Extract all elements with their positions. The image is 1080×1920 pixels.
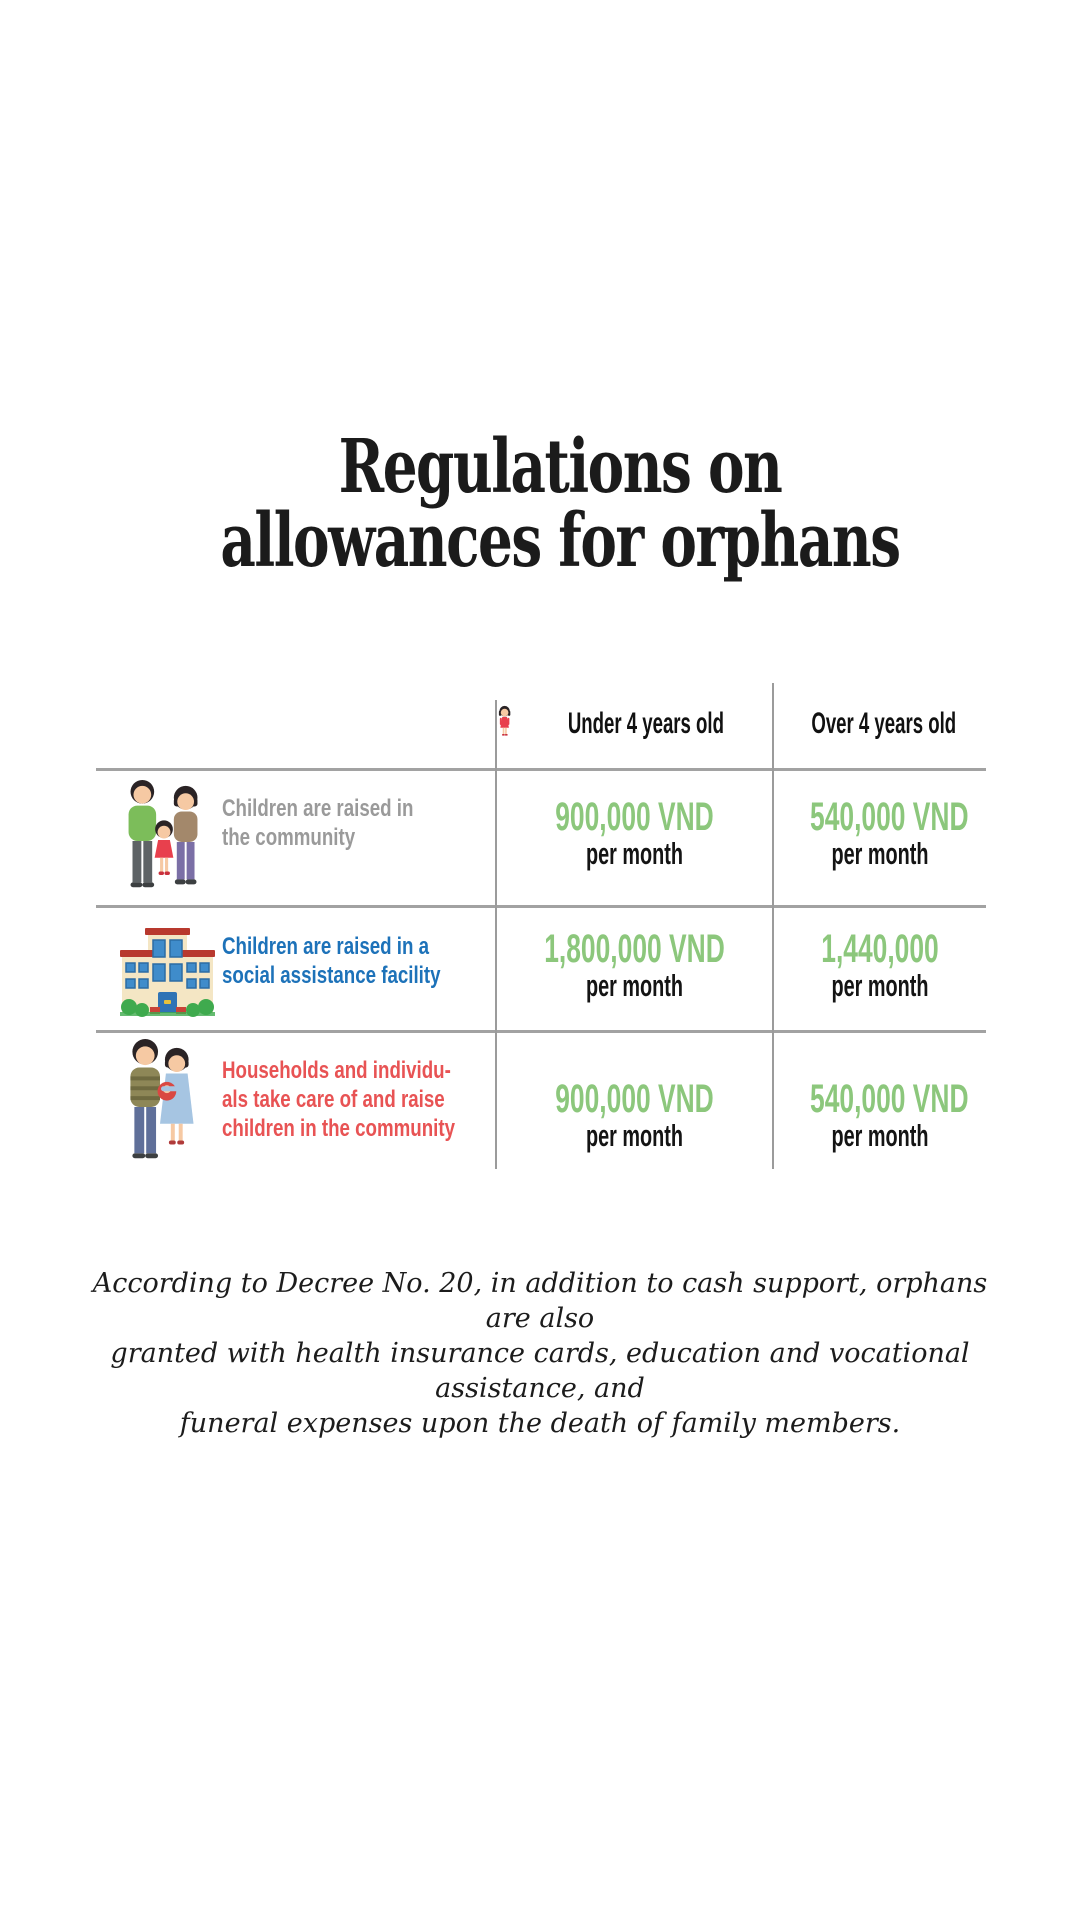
row3-over4-cell <box>774 1078 986 1152</box>
column-header-over-4-label: Over 4 years old <box>811 707 957 740</box>
row2-over4-cell <box>774 928 986 1002</box>
row1-label-line2: the community <box>222 824 356 851</box>
row3-over4-period: per month <box>831 1118 929 1153</box>
row2-under4-period: per month <box>586 968 683 1003</box>
row3-under4-cell <box>497 1078 772 1152</box>
column-header-over-4 <box>774 678 986 770</box>
row3-label-line3: children in the community <box>222 1115 455 1142</box>
row3-label-line1: Households and individu- <box>222 1057 451 1084</box>
footnote-line3: funeral expenses upon the death of family members. <box>179 1408 901 1439</box>
page-title-line2: allowances for orphans <box>220 498 900 584</box>
row2-label-line1: Children are raised in a <box>222 933 430 960</box>
column-header-under-4 <box>497 680 772 768</box>
row2-under4-cell <box>497 928 772 1002</box>
row2-label-line2: social assistance facility <box>222 962 441 989</box>
row1-label-line1: Children are raised in <box>222 795 414 822</box>
row3-label <box>222 1056 521 1143</box>
girl-child-icon <box>497 685 512 763</box>
row2-over4-period: per month <box>831 968 929 1003</box>
column-header-under-4-label: Under 4 years old <box>568 707 725 740</box>
row3-under4-period: per month <box>586 1118 683 1153</box>
row1-label <box>222 794 467 852</box>
row2-over4-amount: 1,440,000 <box>821 927 939 971</box>
footnote-line2: granted with health insurance cards, education and vocational assistance, and <box>110 1338 970 1404</box>
row3-label-line2: als take care of and raise <box>222 1086 445 1113</box>
social-assistance-facility-building-icon <box>120 923 215 1023</box>
footnote-line1: According to Decree No. 20, in addition to cash support, orphans are also <box>92 1268 988 1334</box>
row1-over4-period: per month <box>831 836 929 871</box>
footnote <box>90 1266 990 1441</box>
row3-under4-amount: 900,000 VND <box>555 1077 714 1121</box>
table-rule-below-row1 <box>96 905 986 908</box>
page-title-line1: Regulations on <box>338 424 782 510</box>
row1-under4-amount: 900,000 VND <box>555 795 714 839</box>
row2-under4-amount: 1,800,000 VND <box>544 927 725 971</box>
page-title <box>60 424 1060 584</box>
family-with-child-icon <box>116 778 212 909</box>
row1-under4-cell <box>497 796 772 870</box>
row1-under4-period: per month <box>586 836 683 871</box>
row3-over4-amount: 540,000 VND <box>810 1077 969 1121</box>
table-rule-below-row2 <box>96 1030 986 1033</box>
row1-over4-amount: 540,000 VND <box>810 795 969 839</box>
row1-over4-cell <box>774 796 986 870</box>
row2-label <box>222 932 502 990</box>
caregivers-couple-with-baby-icon <box>120 1037 200 1180</box>
